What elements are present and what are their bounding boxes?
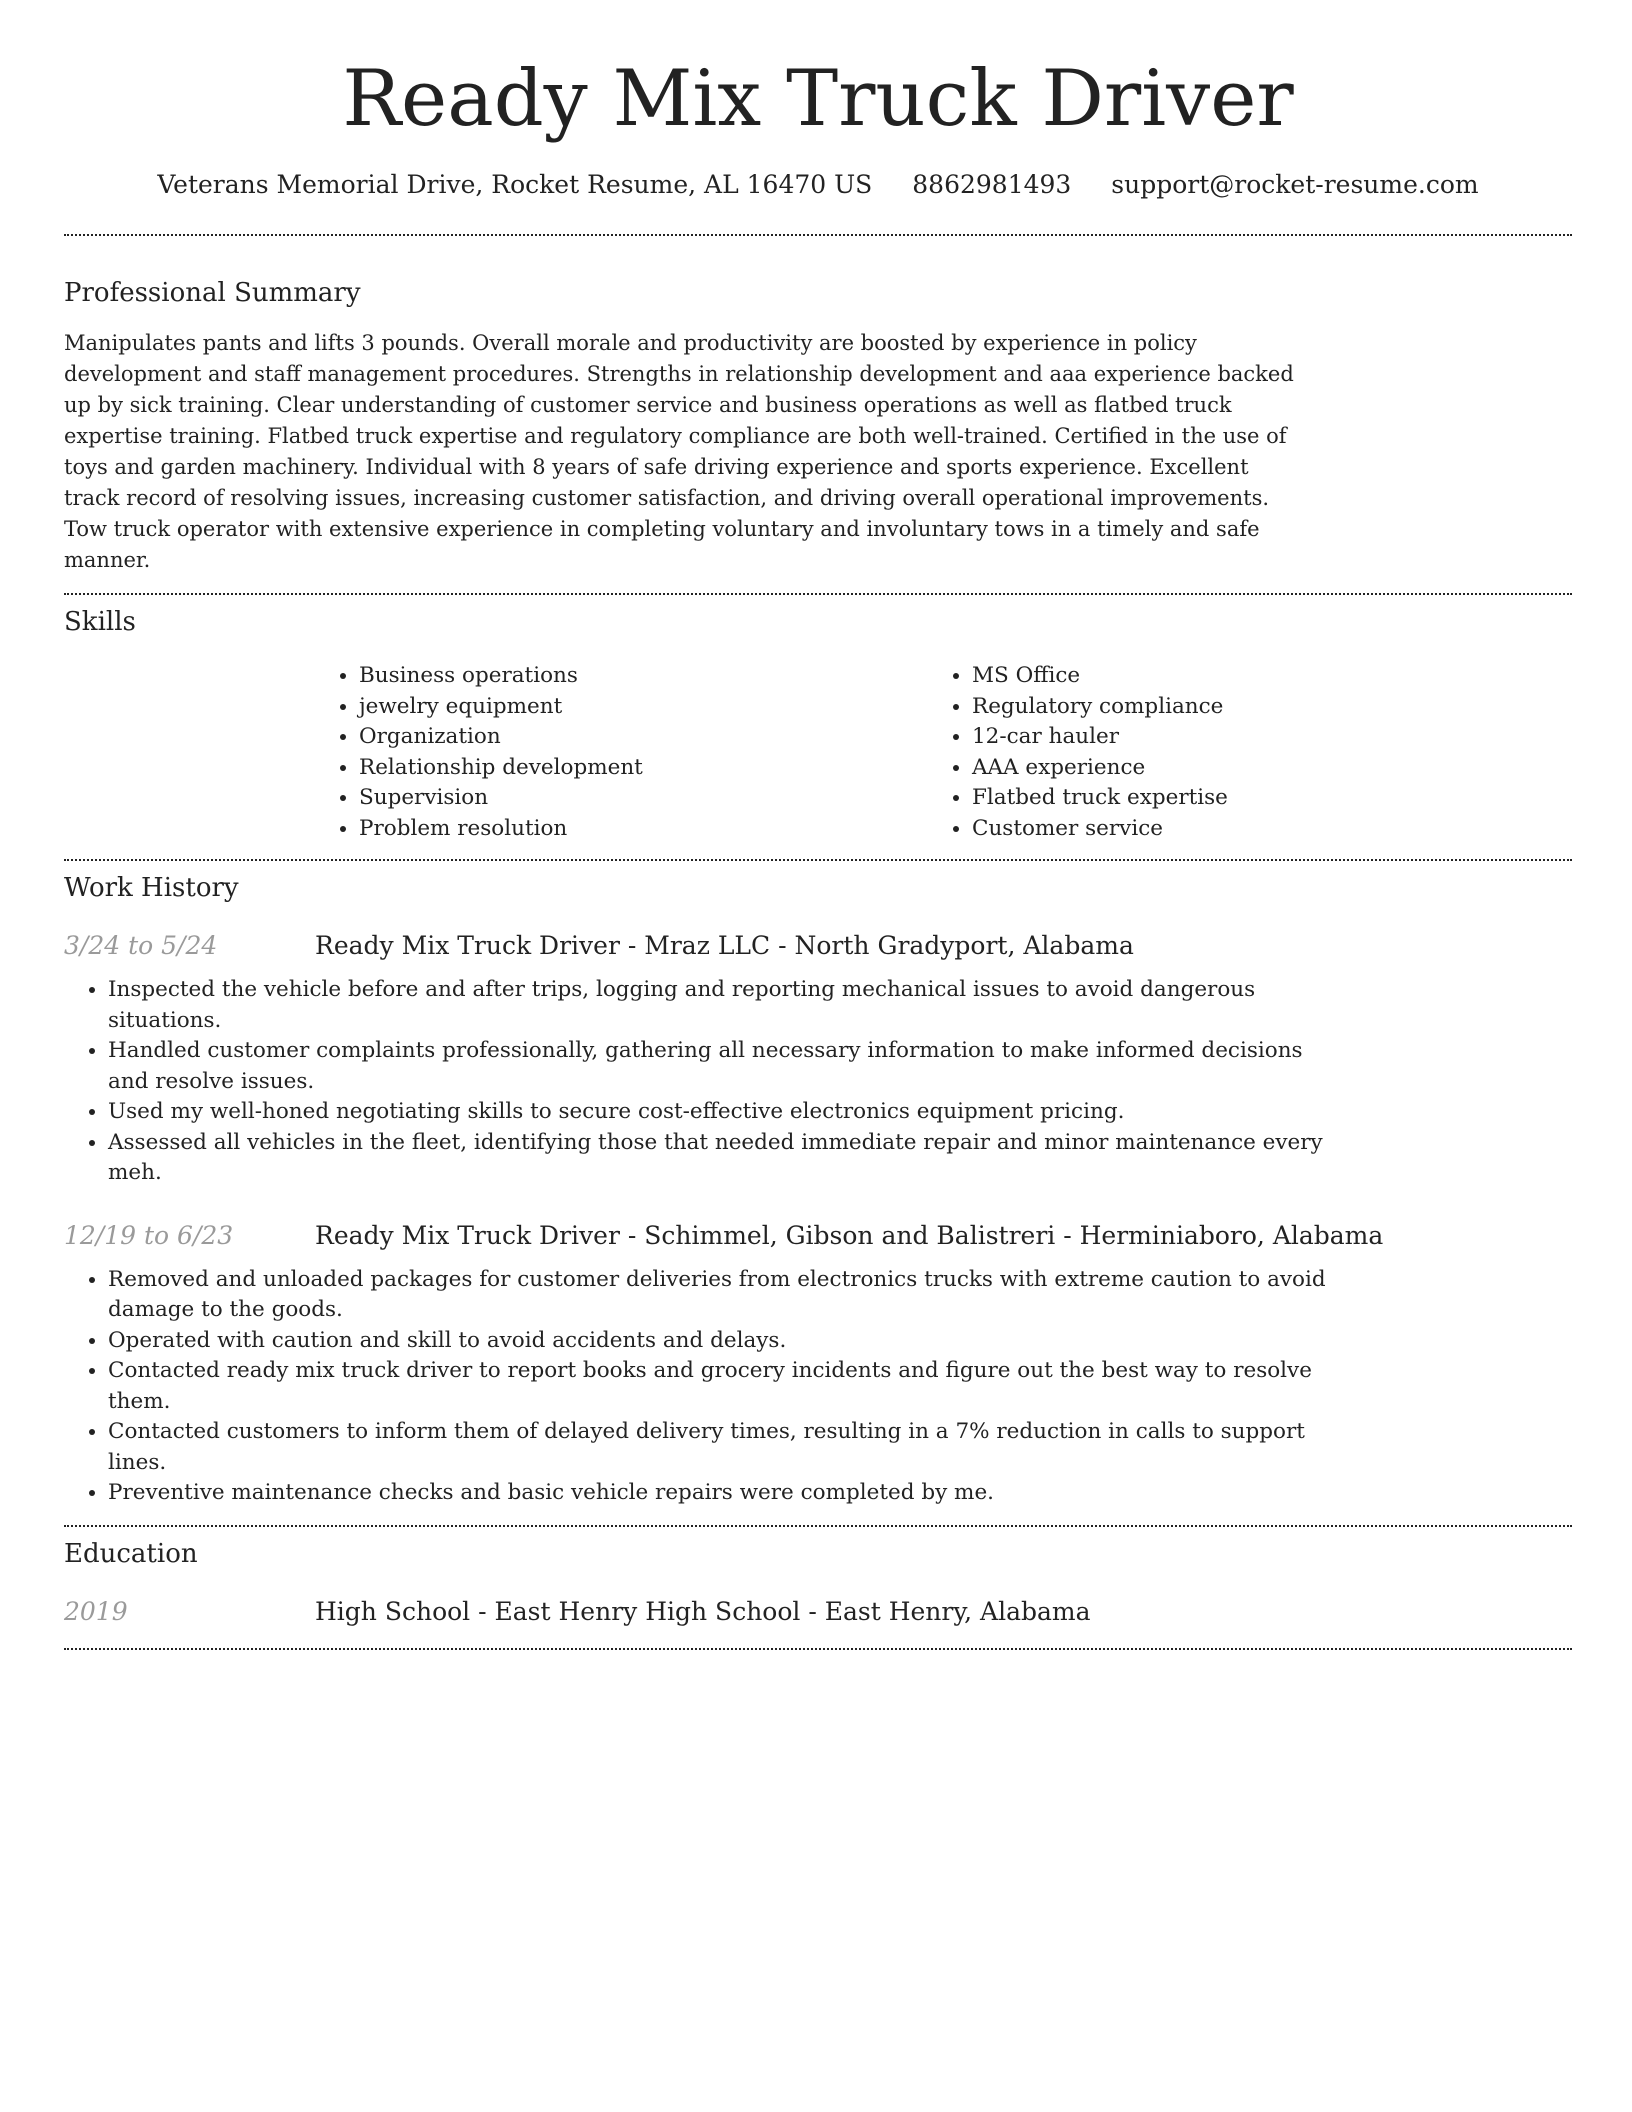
job-entry bbox=[64, 1221, 1572, 1509]
job-dates: 3/24 to 5/24 bbox=[64, 931, 218, 960]
skill-item: • Flatbed truck expertise bbox=[972, 783, 1544, 814]
contact-address: Veterans Memorial Drive, Rocket Resume, AL 16470 US bbox=[157, 170, 873, 199]
job-bullet: • Operated with caution and skill to avoid accidents and delays. bbox=[108, 1326, 1328, 1357]
section-title-skills: Skills bbox=[64, 607, 136, 637]
job-bullet: • Used my well-honed negotiating skills to secure cost-effective electronics equipment pricing. bbox=[108, 1097, 1328, 1128]
job-bullet: • Contacted ready mix truck driver to report books and grocery incidents and figure out the best way to resolve them. bbox=[108, 1356, 1328, 1417]
contact-phone: 8862981493 bbox=[912, 170, 1072, 199]
section-title-education: Education bbox=[64, 1538, 198, 1569]
education-heading: High School - East Henry High School - East Henry, Alabama bbox=[315, 1596, 1091, 1626]
skill-item: • Business operations bbox=[359, 661, 931, 692]
job-bullets bbox=[64, 975, 1328, 1189]
job-heading: Ready Mix Truck Driver - Schimmel, Gibson and Balistreri - Herminiaboro, Alabama bbox=[315, 1220, 1384, 1250]
divider-header bbox=[64, 234, 1572, 236]
job-entry bbox=[64, 931, 1572, 1189]
job-dates: 12/19 to 6/23 bbox=[64, 1220, 234, 1250]
skill-item: • MS Office bbox=[972, 661, 1544, 692]
divider-summary bbox=[64, 593, 1572, 595]
job-bullet: • Removed and unloaded packages for customer deliveries from electronics trucks with extreme caution to avoid damage to the goods. bbox=[108, 1265, 1328, 1326]
education-entry bbox=[64, 1597, 1572, 1626]
skill-item: • Problem resolution bbox=[359, 814, 931, 845]
summary-text: Manipulates pants and lifts 3 pounds. Overall morale and productivity are boosted by experience in policy development and staff management procedures. Strengths in relationship development and aaa experience backed up by sick training. Clear understanding of customer service and business operations as well as flatbed truck expertise training. Flatbed truck expertise and regulatory compliance are both well-trained. Certified in the use of toys and garden machinery. Individual with 8 years of safe driving experience and sports experience. Excellent track record of resolving issues, increasing customer satisfaction, and driving overall operational improvements. Tow truck operator with extensive experience in completing voluntary and involuntary tows in a timely and safe manner. bbox=[64, 331, 1294, 572]
divider-work bbox=[64, 1525, 1572, 1527]
section-summary bbox=[64, 280, 1572, 576]
divider-education bbox=[64, 1648, 1572, 1650]
job-heading: Ready Mix Truck Driver - Mraz LLC - North Gradyport, Alabama bbox=[315, 931, 1134, 960]
skill-item: • AAA experience bbox=[972, 753, 1544, 784]
skill-item: • Customer service bbox=[972, 814, 1544, 845]
resume-page bbox=[64, 0, 1572, 1650]
job-bullets bbox=[64, 1265, 1328, 1509]
job-header bbox=[64, 1221, 1572, 1250]
divider-skills bbox=[64, 859, 1572, 861]
skills-column-left bbox=[315, 661, 931, 844]
job-bullet: • Handled customer complaints professionally, gathering all necessary information to make informed decisions and resolve issues. bbox=[108, 1036, 1328, 1097]
job-header bbox=[64, 931, 1572, 960]
skill-item: • 12-car hauler bbox=[972, 722, 1544, 753]
job-bullet: • Assessed all vehicles in the fleet, identifying those that needed immediate repair and minor maintenance every meh. bbox=[108, 1128, 1328, 1189]
section-education bbox=[64, 1538, 1572, 1626]
skill-item: • Regulatory compliance bbox=[972, 692, 1544, 723]
section-skills bbox=[64, 609, 1572, 844]
section-title-work: Work History bbox=[64, 873, 239, 903]
section-title-summary: Professional Summary bbox=[64, 278, 361, 308]
skill-item: • Organization bbox=[359, 722, 931, 753]
skill-item: • Relationship development bbox=[359, 753, 931, 784]
job-bullet: • Contacted customers to inform them of delayed delivery times, resulting in a 7% reduction in calls to support lines. bbox=[108, 1417, 1328, 1478]
skill-item: • Supervision bbox=[359, 783, 931, 814]
job-bullet: • Preventive maintenance checks and basic vehicle repairs were completed by me. bbox=[108, 1478, 1328, 1509]
resume-name: Ready Mix Truck Driver bbox=[342, 54, 1294, 144]
skills-column-right bbox=[931, 661, 1544, 844]
education-dates: 2019 bbox=[64, 1596, 128, 1626]
skills-list bbox=[315, 661, 1572, 844]
skill-item: • jewelry equipment bbox=[359, 692, 931, 723]
contact-line bbox=[64, 172, 1572, 197]
contact-email: support@rocket-resume.com bbox=[1111, 170, 1479, 199]
job-bullet: • Inspected the vehicle before and after trips, logging and reporting mechanical issues to avoid dangerous situations. bbox=[108, 975, 1328, 1036]
section-work-history bbox=[64, 875, 1572, 1509]
